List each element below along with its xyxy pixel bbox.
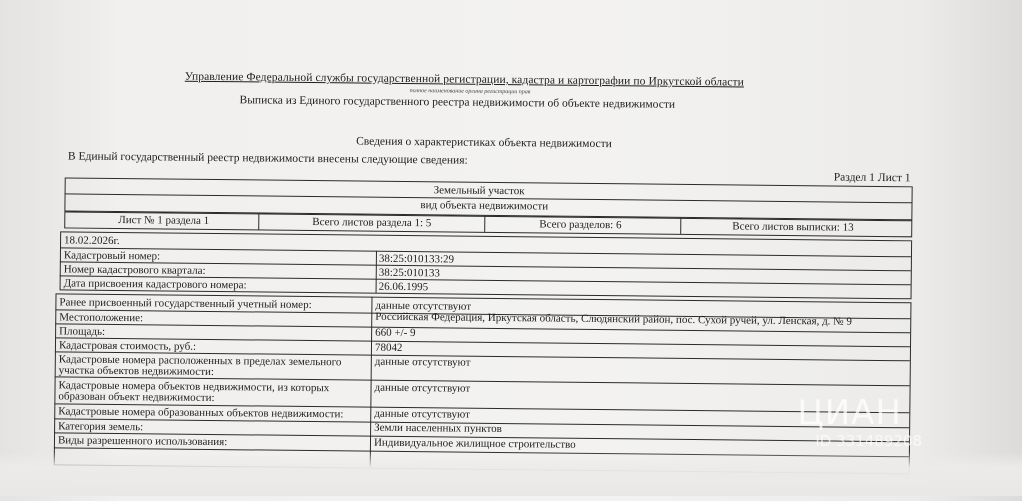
previous-number-value: данные отсутствуют — [375, 299, 472, 313]
assignment-date-value: 26.06.1995 — [378, 280, 429, 294]
area-label: Площадь: — [59, 325, 106, 338]
formed-objects-label: Кадастровые номера образованных объектов недвижимости: — [58, 405, 344, 421]
blurred-bottom — [0, 452, 1022, 496]
object-type: Земельный участок — [433, 184, 525, 198]
cian-watermark-logo: ЦИАН — [797, 393, 902, 433]
section-sheet-label: Раздел 1 Лист 1 — [833, 171, 911, 185]
quarter-number-label: Номер кадастрового квартала: — [63, 263, 206, 277]
permitted-use-value: Индивидуальное жилищное строительство — [373, 436, 576, 451]
land-category-value: Земли населенных пунктов — [374, 421, 502, 436]
extract-title: Выписка из Единого государственного реестра недвижимости об объекте недвижимости — [239, 94, 676, 111]
source-objects-label: Кадастровые номера объектов недвижимости, из которых — [58, 379, 330, 395]
authority-title: Управление Федеральной службы государственной регистрации, кадастра и картографии по Иркутской области — [184, 70, 744, 89]
extract-date: 18.02.2026г. — [64, 234, 120, 248]
total-sheets-extract: Всего листов выписки: 13 — [732, 220, 854, 234]
formed-objects-value: данные отсутствуют — [374, 407, 470, 421]
section-title: Сведения о характеристиках объекта недвижимости — [356, 135, 612, 151]
total-sheets-section: Всего листов раздела 1: 5 — [312, 216, 432, 230]
total-sections: Всего разделов: 6 — [539, 218, 622, 232]
quarter-number-value: 38:25:010133 — [378, 266, 440, 280]
permitted-use-label: Виды разрешенного использования: — [57, 434, 228, 449]
cian-watermark-id: ID 331489208 — [815, 432, 922, 450]
cadastral-value-value: 78042 — [374, 341, 403, 354]
object-type-caption: вид объекта недвижимости — [420, 199, 549, 213]
intro-text: В Единый государственный реестр недвижимости внесены следующие сведения: — [67, 150, 468, 167]
location-label: Местоположение: — [59, 311, 144, 325]
location-value: Российская Федерация, Иркутская область, Слюдянский район, пос. Сухой ручей, ул. Ленская, д. № 9 — [375, 310, 853, 328]
source-objects-label-line2: образован объект недвижимости: — [58, 390, 215, 405]
land-category-label: Категория земель: — [58, 420, 144, 434]
contained-objects-value: данные отсутствуют — [374, 355, 471, 369]
source-objects-value: данные отсутствуют — [374, 381, 471, 395]
sheet-number: Лист № 1 раздела 1 — [118, 214, 210, 227]
authority-note: полное наименование органа регистрации прав — [409, 88, 531, 96]
area-value: 660 +/- 9 — [375, 326, 416, 340]
cadastral-number-value: 38:25:010133:29 — [378, 252, 455, 266]
previous-number-label: Ранее присвоенный государственный учетный номер: — [59, 296, 312, 312]
cadastral-number-label: Кадастровый номер: — [63, 249, 161, 263]
contained-objects-label: Кадастровые номера расположенных в пределах земельного — [58, 353, 342, 369]
cadastral-value-label: Кадастровая стоимость, руб.: — [58, 339, 197, 353]
contained-objects-label-line2: участка объектов недвижимости: — [58, 364, 215, 379]
assignment-date-label: Дата присвоения кадастрового номера: — [63, 277, 247, 292]
